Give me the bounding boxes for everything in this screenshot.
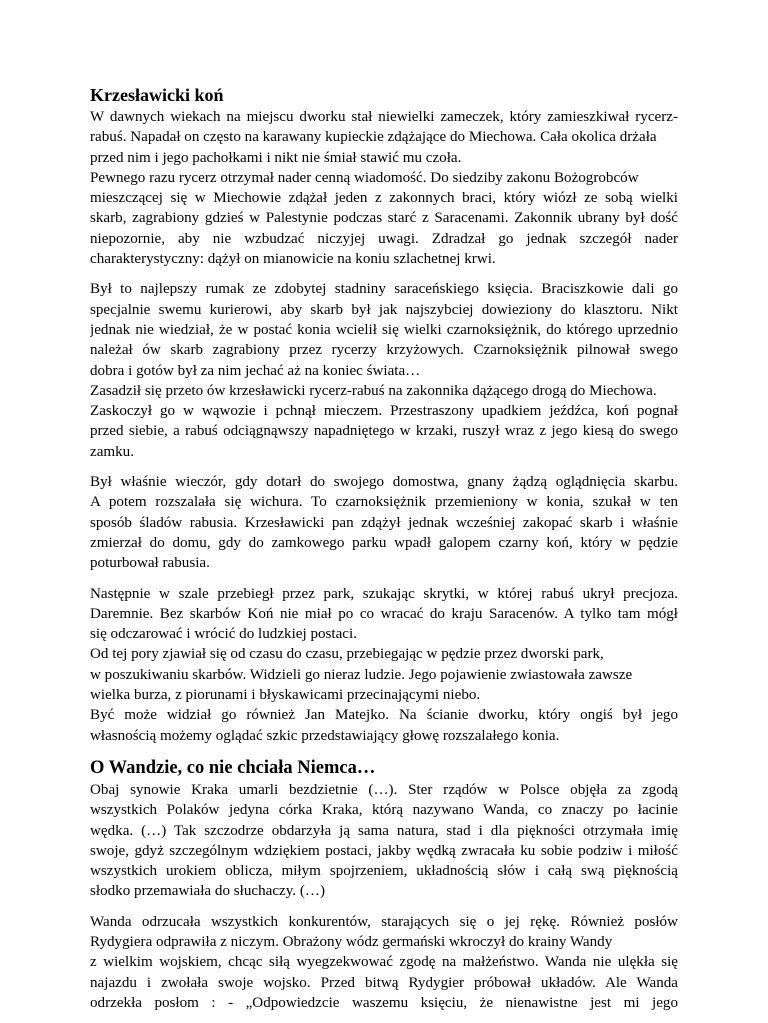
text-line: należał ów skarb zagrabiony przez rycerzy krzyżowych. Czarnoksiężnik pilnował swego: [90, 342, 678, 359]
text-line: słodko przemawiała do słuchaczy. (…): [90, 883, 325, 900]
text-line: przed nim i jego pachołkami i nikt nie śmiał stawić mu czoła.: [90, 149, 462, 166]
text-line: w poszukiwaniu skarbów. Widzieli go nieraz ludzie. Jego pojawienie zwiastowała zawsze: [90, 666, 633, 683]
text-line: najazdu i zwołała swoje wojsko. Przed bitwą Rydygier próbował układów. Ale Wanda: [90, 974, 678, 991]
paragraph: [90, 584, 678, 746]
text-line: skarb, zagrabiony gdzieś w Palestynie podczas starć z Saracenami. Zakonnik ubrany był dość: [90, 210, 678, 227]
text-line: Był właśnie wieczór, gdy dotarł do swojego domostwa, gnany żądzą oglądnięcia skarbu.: [90, 474, 678, 491]
text-line: Rydygiera odprawiła z niczym. Obrażony wódz germański wkroczył do krainy Wandy: [90, 933, 613, 950]
text-line: Zaskoczył go w wąwozie i pchnął mieczem. Przestraszony upadkiem jeźdźca, koń pognał: [90, 403, 678, 420]
paragraph: [90, 780, 678, 902]
section-title: Krzesławicki koń: [90, 85, 224, 105]
text-line: Zasadził się przeto ów krzesławicki rycerz-rabuś na zakonnika dążącego drogą do Miechowa.: [90, 382, 657, 399]
text-line: jednak nie wiedział, że w postać konia wcielił się wielki czarnoksiężnik, do którego uprzednio: [90, 321, 678, 338]
text-line: Od tej pory zjawiał się od czasu do czasu, przebiegając w pędzie przez dworski park,: [90, 646, 604, 663]
text-line: wszystkich Polaków jedyna córka Kraka, którą nazywano Wanda, co znaczy po łacinie: [90, 802, 678, 819]
text-line: Daremnie. Bez skarbów Koń nie miał po co wracać do kraju Saracenów. A tylko tam mógł: [90, 605, 678, 622]
section-o-wandzie: [90, 756, 678, 1013]
text-line: rabuś. Napadał on często na karawany kupieckie zdążające do Miechowa. Cała okolica drżała: [90, 129, 657, 146]
text-line: się odczarować i wrócić do ludzkiej postaci.: [90, 626, 357, 643]
text-line: specjalnie swemu kurierowi, aby skarb był jak najszybciej dowieziony do klasztoru. Nikt: [90, 301, 678, 318]
text-line: poturbował rabusia.: [90, 555, 210, 572]
text-line: Obaj synowie Kraka umarli bezdzietnie (…). Ster rządów w Polsce objęła za zgodą: [90, 781, 678, 798]
section-title: O Wandzie, co nie chciała Niemca…: [90, 757, 376, 778]
text-line: z wielkim wojskiem, chcąc siłą wyegzekwować zgodę na małżeństwo. Wanda nie ulękła się: [90, 954, 678, 971]
text-line: dobra i gotów był za nim jechać aż na koniec świata…: [90, 362, 421, 379]
text-line: wielka burza, z piorunami i błyskawicami przecinającymi niebo.: [90, 687, 481, 704]
text-line: A potem rozszalała się wichura. To czarnoksiężnik przemieniony w konia, szukał w ten: [90, 494, 678, 511]
text-line: Następnie w szale przebiegł przez park, szukając skrytki, w której rabuś ukrył precjoza.: [90, 585, 678, 602]
text-line: wędka. (…) Tak szczodrze obdarzyła ją sama natura, stad i dla piękności otrzymała imię: [90, 822, 678, 839]
text-line: mieszczącej się w Miechowie zdążał jeden z zakonnych braci, który wiózł ze sobą wielki: [90, 190, 678, 207]
text-line: niepozornie, aby nie wzbudzać niczyjej uwagi. Zdradzał go jednak szczegół nader: [90, 230, 678, 247]
paragraph: [90, 472, 678, 573]
paragraph: [90, 912, 678, 1013]
paragraph: [90, 279, 678, 462]
text-line: własnością możemy oglądać szkic przedstawiający głowę rozszalałego konia.: [90, 727, 560, 744]
text-line: Był to najlepszy rumak ze zdobytej stadniny saraceńskiego księcia. Braciszkowie dali go: [90, 281, 678, 298]
text-line: Wanda odrzucała wszystkich konkurentów, starających się o jej rękę. Również posłów: [90, 913, 678, 930]
section-krzeslawicki-kon: [90, 83, 678, 746]
text-line: zmierzał do domu, gdy do zamkowego parku wpadł galopem czarny koń, który w pędzie: [90, 534, 678, 551]
text-line: swoje, gdyż szczególnym wdziękiem postaci, jakby wędką zwracała ku sobie podziw i miłość: [90, 842, 678, 859]
text-line: przed siebie, a rabuś odciągnąwszy napadniętego w krzaki, ruszył wraz z jego kiesą do swego: [90, 423, 678, 440]
paragraph: [90, 107, 678, 269]
text-line: odrzekła posłom : - „Odpowiedzcie waszemu księciu, że nienawistne jest mi jego: [90, 994, 678, 1011]
text-line: Pewnego razu rycerz otrzymał nader cenną wiadomość. Do siedziby zakonu Bożogrobców: [90, 169, 639, 186]
text-line: charakterystyczny: dążył on mianowicie na koniu szlachetnej krwi.: [90, 251, 496, 268]
text-line: zamku.: [90, 443, 135, 460]
text-line: Być może widział go również Jan Matejko. Na ścianie dworku, który ongiś był jego: [90, 707, 678, 724]
document-body: [90, 83, 678, 1023]
text-line: sposób śladów rabusia. Krzesławicki pan zdążył jednak wcześniej zakopać skarb i właśnie: [90, 514, 678, 531]
text-line: W dawnych wiekach na miejscu dworku stał niewielki zameczek, który zamieszkiwał rycerz-: [90, 109, 678, 125]
text-line: wszystkich urokiem oblicza, miłym spojrzeniem, układnością słów i całą swą pięknością: [90, 863, 678, 880]
